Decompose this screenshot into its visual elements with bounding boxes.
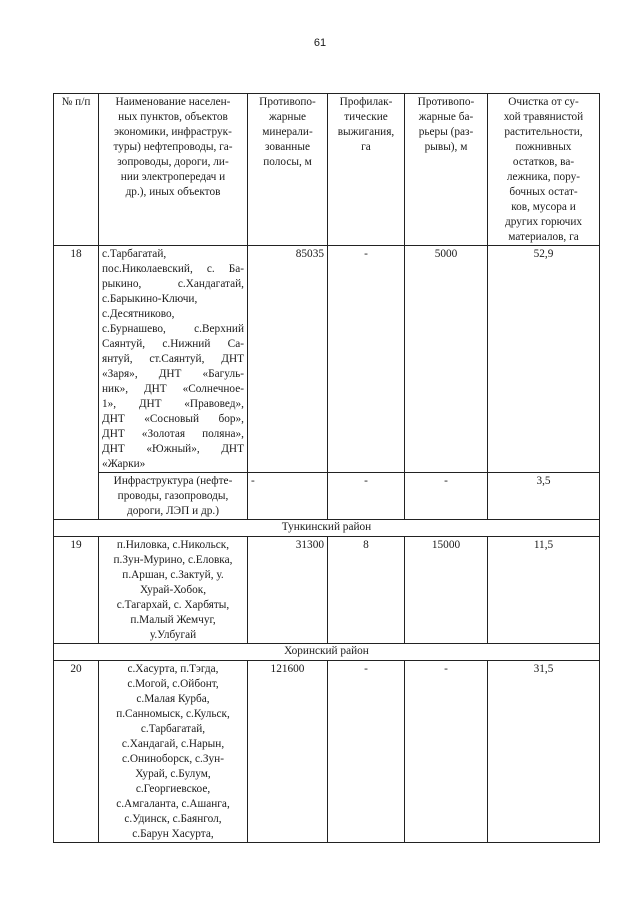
- header-fire-barriers: Противопо- жарные ба- рьеры (раз- рывы), м: [405, 94, 488, 246]
- row-prophylactic-burning: -: [328, 661, 405, 843]
- table-row: [54, 537, 600, 644]
- row-fire-barriers: -: [405, 661, 488, 843]
- row-name: п.Ниловка, с.Никольск, п.Зун-Мурино, с.Еловка, п.Аршан, с.Зактуй, у. Хурай-Хобок, с.Тагархай, с. Харбяты, п.Малый Жемчуг, у.Улбугай: [99, 537, 248, 644]
- table-header-row: [54, 94, 600, 246]
- table-row: [54, 661, 600, 843]
- page-number: 61: [313, 37, 327, 49]
- row-cleaning: 11,5: [488, 537, 600, 644]
- row-prophylactic-burning: -: [328, 473, 405, 520]
- row-prophylactic-burning: -: [328, 246, 405, 473]
- row-cleaning: 3,5: [488, 473, 600, 520]
- district-heading: Тункинский район: [54, 520, 600, 537]
- row-mineral-strips: 85035: [248, 246, 328, 473]
- row-number: 18: [54, 246, 99, 520]
- header-cleaning: Очистка от су- хой травянистой растительности, пожнивных остатков, ва- лежника, пору- бочных остат- ков, мусора и других горючих материалов, га: [488, 94, 600, 246]
- header-mineral-strips: Противопо- жарные минерали- зованные полосы, м: [248, 94, 328, 246]
- row-number: 20: [54, 661, 99, 843]
- row-mineral-strips: 121600: [248, 661, 328, 843]
- header-no: № п/п: [54, 94, 99, 246]
- row-number: 19: [54, 537, 99, 644]
- table-row: [54, 473, 600, 520]
- district-row: [54, 644, 600, 661]
- district-row: [54, 520, 600, 537]
- row-fire-barriers: 15000: [405, 537, 488, 644]
- row-prophylactic-burning: 8: [328, 537, 405, 644]
- table-row: [54, 246, 600, 473]
- row-name: с.Хасурта, п.Тэгда, с.Могой, с.Ойбонт, с.Малая Курба, п.Санномыск, с.Кульск, с.Тарбагатай, с.Хандагай, с.Нарын, с.Ониноборск, с.Зун- Хурай, с.Булум, с.Георгиевское, с.Амгаланта, с.Ашанга, с.Удинск, с.Баянгол, с.Барун Хасурта,: [99, 661, 248, 843]
- row-fire-barriers: 5000: [405, 246, 488, 473]
- row-name: Инфраструктура (нефте- проводы, газопроводы, дороги, ЛЭП и др.): [99, 473, 248, 520]
- row-name: с.Тарбагатай, пос.Николаевский, с. Ба- рыкино, с.Хандагатай, с.Барыкино-Ключи, с.Десятниково, с.Бурнашево, с.Верхний Саянтуй, с.Нижний Са- янтуй, ст.Саянтуй, ДНТ «Заря», ДНТ «Багуль- ник», ДНТ «Солнечное- 1», ДНТ «Правовед», ДНТ «Сосновый бор», ДНТ «Золотая поляна», ДНТ «Южный», ДНТ «Жарки»: [99, 246, 248, 473]
- row-cleaning: 31,5: [488, 661, 600, 843]
- row-fire-barriers: -: [405, 473, 488, 520]
- header-name: Наименование населен- ных пунктов, объектов экономики, инфраструк- туры) нефтепроводы, га- зопроводы, дороги, ли- нии электропередач и др.), иных объектов: [99, 94, 248, 246]
- row-mineral-strips: 31300: [248, 537, 328, 644]
- fire-prevention-table: [53, 93, 600, 843]
- row-mineral-strips: -: [248, 473, 328, 520]
- row-cleaning: 52,9: [488, 246, 600, 473]
- district-heading: Хоринский район: [54, 644, 600, 661]
- header-prophylactic-burning: Профилак- тические выжигания, га: [328, 94, 405, 246]
